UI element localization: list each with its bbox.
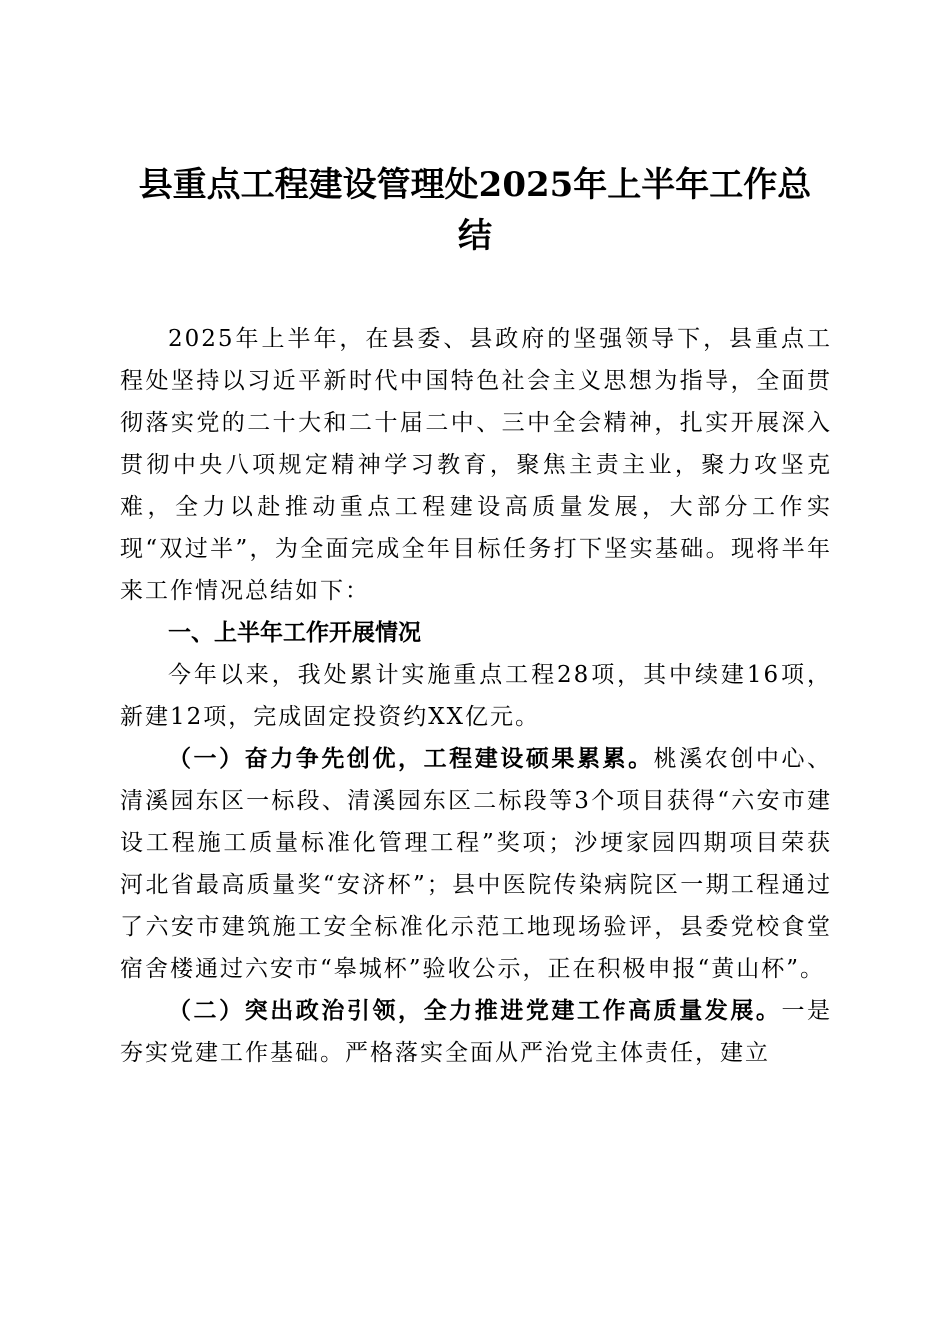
title-line-2: 结	[458, 216, 492, 256]
document-title	[120, 160, 830, 262]
item-1-body: 桃溪农创中心、清溪园东区一标段、清溪园东区二标段等3个项目获得“六安市建设工程施工质量标准化管理工程”奖项；沙埂家园四期项目荣获河北省最高质量奖“安济杯”；县中医院传染病院区一期工程通过了六安市建筑施工安全标准化示范工地现场验评，县委党校食堂宿舍楼通过六安市“皋城杯”验收公示，正在积极申报“黄山杯”。	[120, 746, 833, 982]
section-heading: 一、上半年工作开展情况	[168, 620, 421, 646]
document-body	[120, 318, 832, 1074]
item-2-body: 一是夯实党建工作基础。严格落实全面从严治党主体责任，建立	[120, 998, 833, 1066]
item-2-paragraph	[120, 990, 832, 1074]
section-summary-paragraph: 今年以来，我处累计实施重点工程28项，其中续建16项，新建12项，完成固定投资约XX亿元。	[120, 662, 832, 730]
intro-paragraph: 2025年上半年，在县委、县政府的坚强领导下，县重点工程处坚持以习近平新时代中国特色社会主义思想为指导，全面贯彻落实党的二十大和二十届二中、三中全会精神，扎实开展深入贯彻中央八项规定精神学习教育，聚焦主责主业，聚力攻坚克难，全力以赴推动重点工程建设高质量发展，大部分工作实现“双过半”，为全面完成全年目标任务打下坚实基础。现将半年来工作情况总结如下：	[120, 326, 832, 604]
item-1-paragraph	[120, 738, 832, 990]
item-2-heading: （二）突出政治引领，全力推进党建工作高质量发展。	[168, 997, 782, 1024]
title-line-1: 县重点工程建设管理处2025年上半年工作总	[138, 165, 812, 205]
item-1-heading: （一）奋力争先创优，工程建设硕果累累。	[168, 745, 654, 772]
